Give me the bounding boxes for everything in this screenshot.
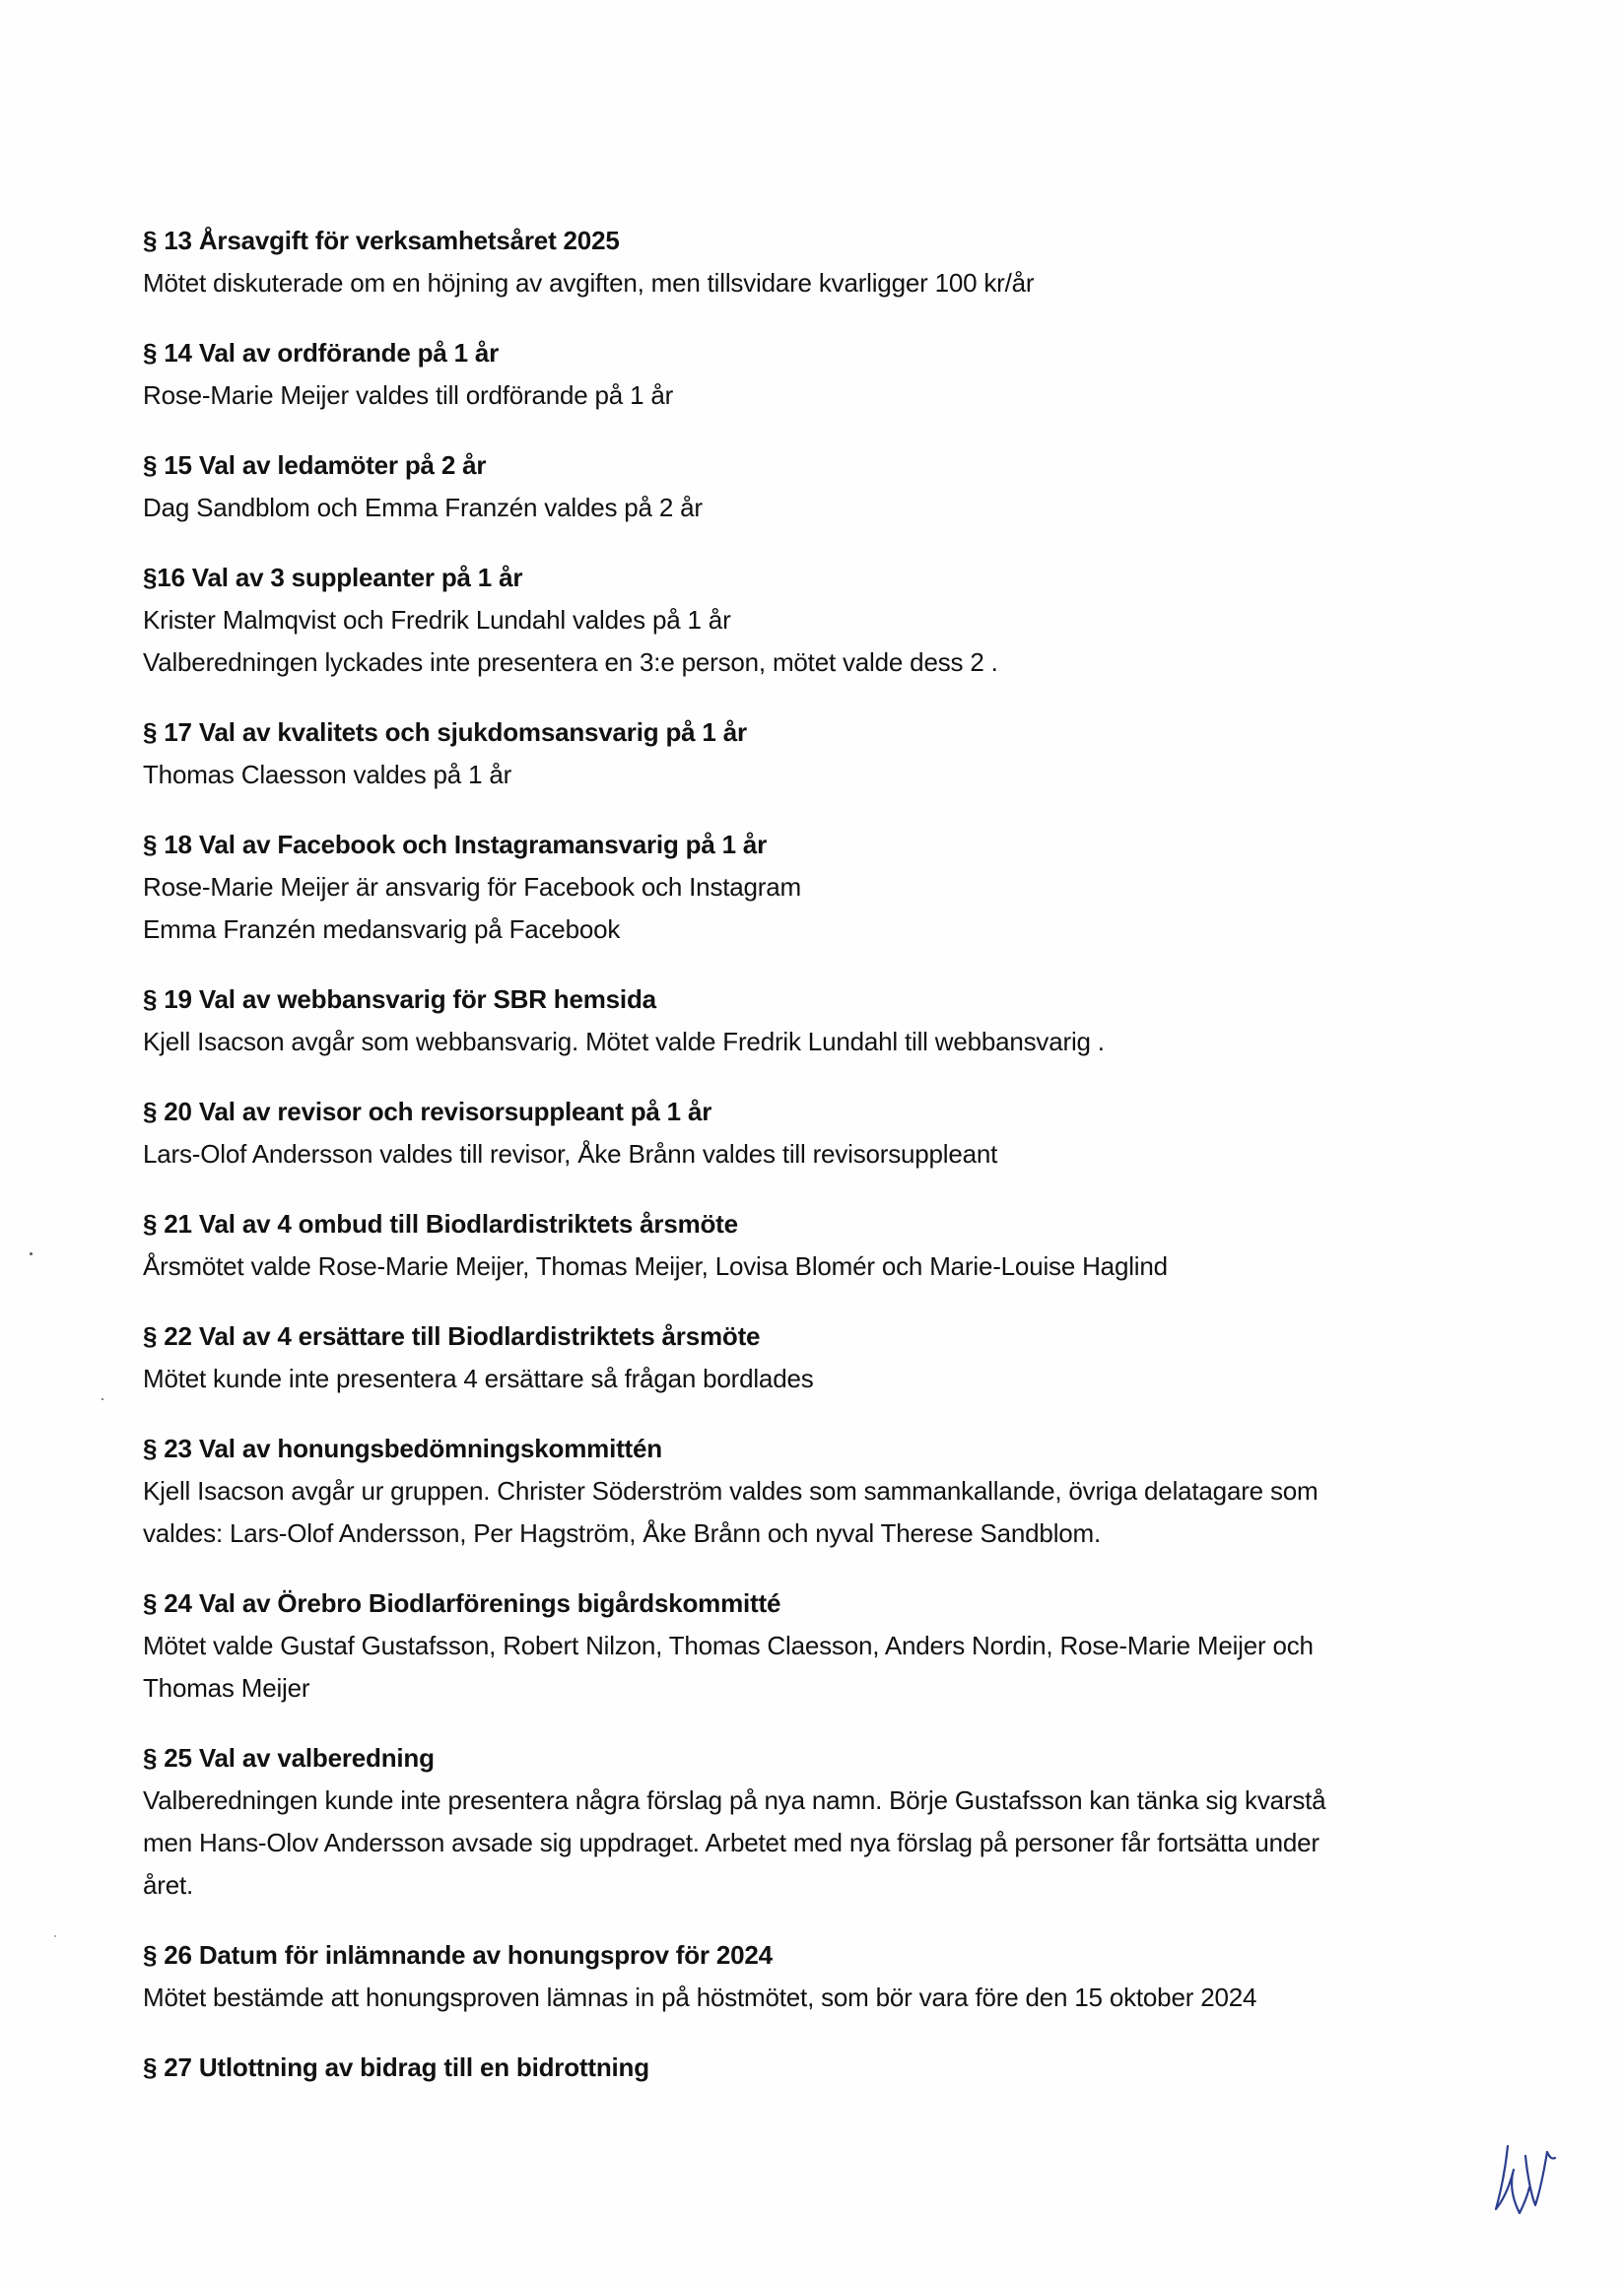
section-heading: § 22 Val av 4 ersättare till Biodlardistriktets årsmöte [143, 1321, 761, 1351]
minutes-section [143, 443, 1444, 529]
minutes-section [143, 556, 1444, 684]
minutes-section [143, 219, 1444, 304]
section-text-line: Mötet kunde inte presentera 4 ersättare så frågan bordlades [143, 1364, 814, 1393]
section-heading: § 13 Årsavgift för verksamhetsåret 2025 [143, 226, 620, 255]
section-heading: § 19 Val av webbansvarig för SBR hemsida [143, 984, 656, 1014]
minutes-section [143, 1736, 1444, 1907]
section-text-line: Rose-Marie Meijer är ansvarig för Facebook och Instagram [143, 872, 801, 902]
section-heading: § 27 Utlottning av bidrag till en bidrottning [143, 2052, 649, 2082]
minutes-section [143, 1933, 1444, 2019]
section-text-line: Krister Malmqvist och Fredrik Lundahl valdes på 1 år [143, 605, 731, 635]
section-heading: § 18 Val av Facebook och Instagramansvarig på 1 år [143, 830, 768, 859]
minutes-section [143, 1314, 1444, 1400]
handwritten-initials-signature [1486, 2136, 1565, 2219]
section-heading: § 26 Datum för inlämnande av honungsprov för 2024 [143, 1940, 773, 1970]
section-text-line: året. [143, 1870, 194, 1900]
minutes-section [143, 977, 1444, 1063]
minutes-section [143, 1202, 1444, 1288]
section-text-line: Årsmötet valde Rose-Marie Meijer, Thomas Meijer, Lovisa Blomér och Marie-Louise Haglind [143, 1251, 1168, 1281]
minutes-section [143, 2046, 1444, 2089]
section-text-line: Thomas Meijer [143, 1673, 310, 1703]
section-text-line: Emma Franzén medansvarig på Facebook [143, 914, 621, 944]
section-text-line: valdes: Lars-Olof Andersson, Per Hagström, Åke Brånn och nyval Therese Sandblom. [143, 1518, 1102, 1548]
section-text-line: Dag Sandblom och Emma Franzén valdes på 2 år [143, 493, 703, 522]
section-heading: § 25 Val av valberedning [143, 1743, 435, 1773]
section-heading: § 24 Val av Örebro Biodlarförenings bigårdskommitté [143, 1588, 781, 1618]
section-text-line: Kjell Isacson avgår ur gruppen. Christer Söderström valdes som sammankallande, övriga delatagare som [143, 1476, 1319, 1506]
section-text-line: Lars-Olof Andersson valdes till revisor, Åke Brånn valdes till revisorsuppleant [143, 1139, 998, 1169]
minutes-section [143, 1581, 1444, 1710]
section-heading: § 21 Val av 4 ombud till Biodlardistriktets årsmöte [143, 1209, 738, 1239]
section-heading: § 14 Val av ordförande på 1 år [143, 338, 500, 368]
minutes-section [143, 710, 1444, 796]
section-heading: § 15 Val av ledamöter på 2 år [143, 450, 487, 480]
section-heading: §16 Val av 3 suppleanter på 1 år [143, 563, 523, 592]
minutes-body [143, 219, 1444, 2116]
scan-speck [54, 1935, 56, 1937]
section-text-line: Valberedningen lyckades inte presentera en 3:e person, mötet valde dess 2 . [143, 647, 998, 677]
minutes-section [143, 1090, 1444, 1176]
scan-speck [30, 1252, 33, 1255]
section-text-line: men Hans-Olov Andersson avsade sig uppdraget. Arbetet med nya förslag på personer får fortsätta under [143, 1828, 1320, 1857]
minutes-section [143, 1427, 1444, 1555]
section-text-line: Mötet bestämde att honungsproven lämnas in på höstmötet, som bör vara före den 15 oktober 2024 [143, 1983, 1257, 2012]
section-heading: § 17 Val av kvalitets och sjukdomsansvarig på 1 år [143, 717, 747, 747]
minutes-section [143, 331, 1444, 417]
scan-speck [102, 1398, 103, 1400]
section-heading: § 23 Val av honungsbedömningskommittén [143, 1434, 662, 1463]
section-text-line: Rose-Marie Meijer valdes till ordförande på 1 år [143, 380, 674, 410]
minutes-section [143, 823, 1444, 951]
section-text-line: Mötet valde Gustaf Gustafsson, Robert Nilzon, Thomas Claesson, Anders Nordin, Rose-Marie Meijer och [143, 1631, 1314, 1660]
section-text-line: Thomas Claesson valdes på 1 år [143, 760, 512, 789]
section-heading: § 20 Val av revisor och revisorsuppleant på 1 år [143, 1097, 712, 1126]
section-text-line: Kjell Isacson avgår som webbansvarig. Mötet valde Fredrik Lundahl till webbansvarig . [143, 1027, 1105, 1056]
section-text-line: Mötet diskuterade om en höjning av avgiften, men tillsvidare kvarligger 100 kr/år [143, 268, 1035, 298]
section-text-line: Valberedningen kunde inte presentera några förslag på nya namn. Börje Gustafsson kan tänka sig kvarstå [143, 1785, 1326, 1815]
